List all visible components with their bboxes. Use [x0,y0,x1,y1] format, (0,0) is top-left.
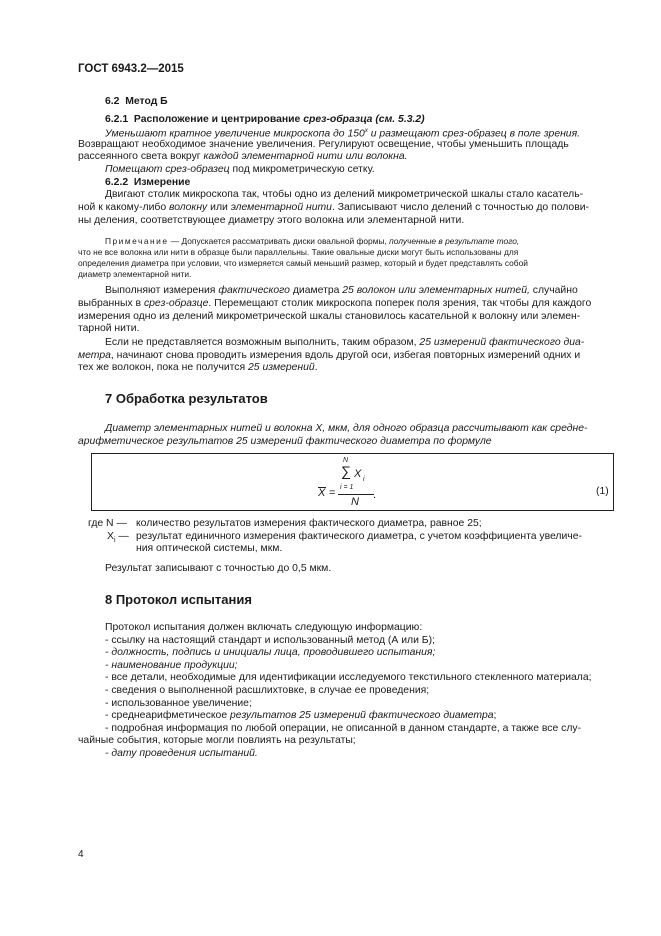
text-fragment-italic: полученные в результате того, [389,236,520,246]
formula-sum-lower-limit: i = 1 [340,484,354,491]
text-fragment-italic: фактического [218,285,290,296]
text-fragment: - среднеарифметическое [105,710,230,721]
text-line [78,201,589,214]
text-line [78,297,591,310]
text-fragment-italic: 25 измерений фактического диа- [419,337,585,348]
text-fragment: ; [493,710,497,721]
text-fragment: — Допускается рассматривать диски овальной формы, [168,236,390,246]
text-line: измерения одно из делений микрометрической шкалы становилось касательной к волокну или элемен- [78,311,581,322]
subsection-number: 6.2.2 [105,177,129,188]
result-precision-text: Результат записывают с точностью до 0,5 мкм. [105,563,332,574]
text-fragment-italic: каждой элементарной нити или волокна. [203,151,408,162]
section-7-heading: 7 Обработка результатов [105,391,268,406]
text-fragment-italic: срез-образце [143,298,209,309]
text-line: ны деления, соответствующее диаметру этого волокна или элементарной нити. [78,215,465,226]
list-item: - все детали, необходимые для идентификации исследуемого текстильного стекленного материала; [105,672,592,683]
text-fragment-italic: 25 измерений [248,362,315,373]
list-item-continuation: чайные события, которые могли повлиять на результаты; [78,735,356,746]
subsection-title: Измерение [133,177,191,188]
definition-text: ния оптической системы, мкм. [136,543,283,554]
formula-x-subscript: i [363,476,365,483]
list-item: - использованное увеличение; [105,698,252,709]
formula-lhs: X [318,487,326,499]
text-fragment: диаметра [289,285,343,296]
text-fragment: и размещают срез-образец в поле зрения. [367,128,581,140]
text-line [78,361,318,374]
text-fragment: выбранных в [78,298,144,309]
text-line [105,336,584,349]
text-fragment: рассеянного света вокруг [78,151,204,162]
text-line: Протокол испытания должен включать следующую информацию: [105,622,423,633]
text-fragment-italic: элементарной нити [230,202,332,213]
subsection-title: Расположение и центрирование [133,114,304,125]
list-item: - наименование продукции; [105,660,238,671]
text-line: Возвращают необходимое значение увеличения. Регулируют освещение, чтобы уменьшить площадь [78,139,569,150]
formula-fraction-line [338,494,374,495]
note-line: что не все волокна или нити в образце были параллельны. Такие овальные диски могут быть использованы для [78,247,519,257]
page-number: 4 [78,849,84,860]
note-line: определения диаметра при условии, что измеряется самый меньший размер, который и будет представлять собой [78,258,528,268]
text-fragment: . Перемещают столик микроскопа поперек поля зрения, так чтобы для каждого [208,298,592,309]
section-number: 6.2 [105,96,120,107]
text-line: арифметическое результатов 25 измерений фактического диаметра по формуле [78,436,492,447]
formula-x: X [354,468,362,480]
text-fragment: под микрометрическую сетку. [229,164,375,175]
text-fragment: Уменьшают кратное увеличение микроскопа до 150 [105,128,365,140]
text-line: тарной нити. [78,323,140,334]
definition-symbol: X [107,531,114,542]
text-fragment: . Записывают число делений с точностью до полови- [331,202,589,213]
text-fragment: или [207,202,231,213]
text-fragment-italic: результатов 25 измерений фактического диаметра [230,710,494,721]
text-line [78,150,408,163]
list-item: - подробная информация по любой операции, не описанной в данном стандарте, а также все слу- [105,723,582,734]
list-item: - ссылку на настоящий стандарт и использованный метод (А или Б); [105,635,435,646]
formula-sum-upper-limit: N [343,457,349,464]
definition-text: количество результатов измерения фактического диаметра, равное 25; [136,518,482,529]
list-item: - сведения о выполненной расшлихтовке, в случае ее проведения; [105,685,430,696]
subsection-number: 6.2.1 [105,114,129,125]
text-fragment: случайно [529,285,578,296]
note-line: диаметр элементарной нити. [78,269,192,279]
text-fragment-italic: 25 волокон или элементарных нитей, [342,285,530,296]
formula-sigma: ∑ [341,463,351,479]
subsection-title-italic: срез-образца (см. 5.3.2) [303,114,425,125]
formula-denominator: N [351,496,359,508]
definition-term [107,530,129,547]
text-line: Двигают столик микроскопа так, чтобы одно из делений микрометрической шкалы стало касатель- [105,189,584,200]
text-fragment-italic: Помещают срез-образец [105,164,230,175]
list-item: - должность, подпись и инициалы лица, проводившего испытания; [105,647,436,658]
definition-subscript: i [113,537,116,545]
formula-number: (1) [596,486,609,497]
superscript: x [364,128,368,134]
formula-equals: = [329,487,336,499]
text-fragment: Выполняют измерения [105,285,219,296]
text-fragment: ной к какому-либо [78,202,170,213]
list-item: - дату проведения испытаний. [105,748,258,759]
list-item [105,709,496,722]
note-label: Примечание [105,236,169,246]
definition-dash: — [115,531,129,542]
text-fragment: . [314,362,318,373]
text-line: Диаметр элементарных нитей и волокна X, мкм, для одного образца рассчитывают как средне- [105,423,588,434]
text-fragment: Если не представляется возможным выполнить, таким образом, [105,337,420,348]
section-6-2-heading [105,95,168,108]
section-title: Метод Б [125,96,168,107]
document-header: ГОСТ 6943.2—2015 [78,63,184,75]
text-fragment-italic: волокну [169,202,208,213]
text-line [105,284,578,297]
section-8-heading: 8 Протокол испытания [105,592,252,607]
text-fragment: , начинают снова проводить измерения вдоль другой оси, избегая повторных измерений одних и [110,350,581,361]
definition-text: результат единичного измерения фактического диаметра, с учетом коэффициента увеличе- [136,531,582,542]
text-line [105,163,375,176]
definition-term: где N — [88,518,127,529]
text-fragment: тех же волокон, пока не получится [78,362,249,373]
formula-period: . [373,489,377,501]
text-fragment-italic: метра [78,350,111,361]
